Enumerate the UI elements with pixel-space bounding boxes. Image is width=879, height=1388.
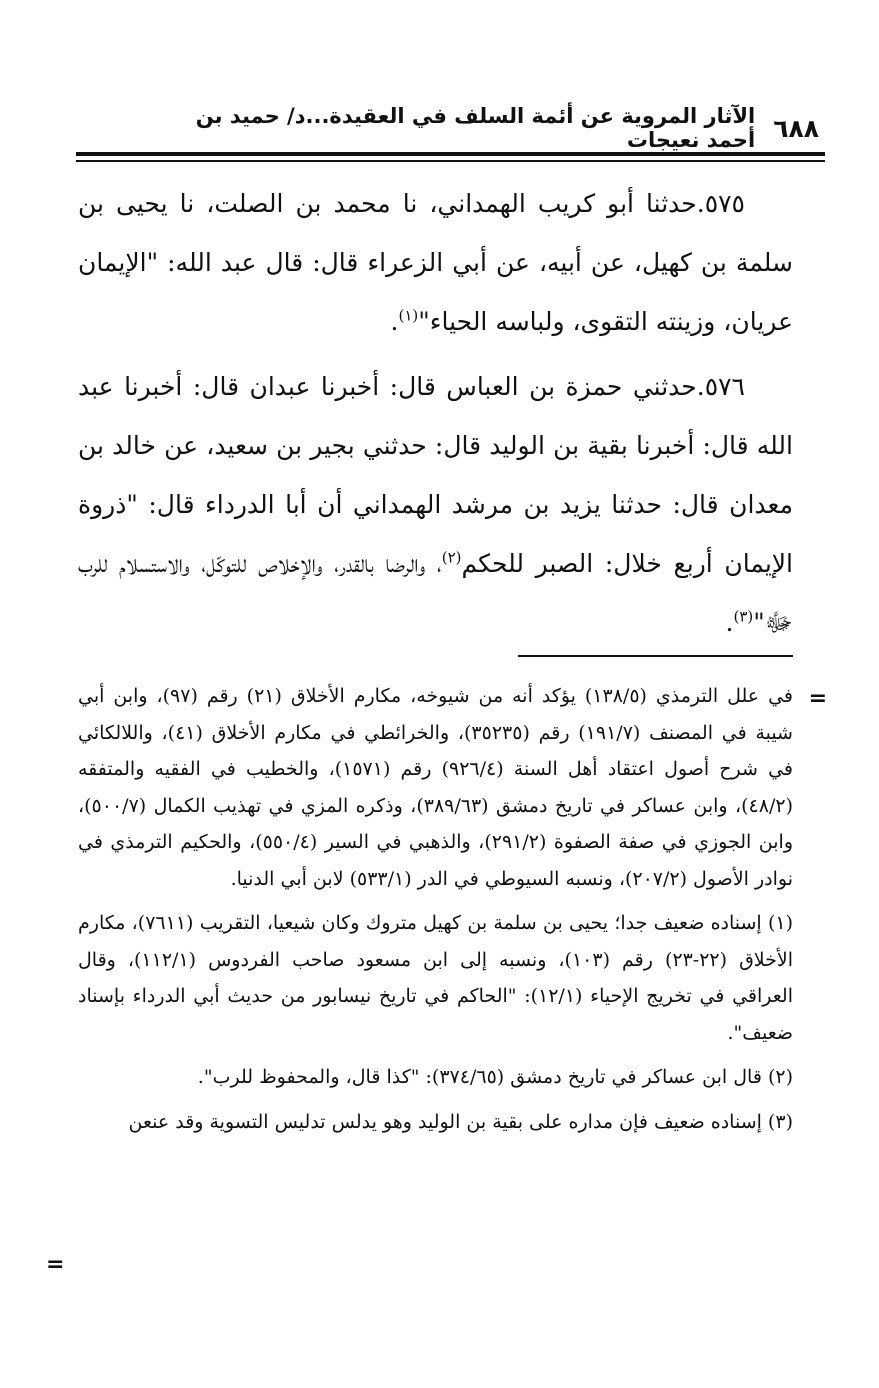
footnote-reference[interactable]: (٣) xyxy=(733,607,754,626)
narration-575 xyxy=(78,174,793,351)
narration-576 xyxy=(78,357,793,652)
narration-text: ٥٧٥.حدثنا أبو كريب الهمداني، نا محمد بن الصلت، نا يحيى بن سلمة بن كهيل، عن أبيه، عن أبي الزعراء قال: قال عبد الله: "الإيمان عريان، وزينته التقوى، ولباسه الحياء" xyxy=(78,189,793,336)
footnote-2: (٢) قال ابن عساكر في تاريخ دمشق (٣٧٤/٦٥): "كذا قال، والمحفوظ للرب". xyxy=(197,1066,793,1088)
narration-end: . xyxy=(390,307,399,336)
narration-text-continued: ، والرضا بالقدر، والإخلاص للتوكّل، والاستسلام للرب ﷻ" xyxy=(78,549,793,637)
footnote-reference[interactable]: (٢) xyxy=(441,548,462,567)
footnote-separator xyxy=(518,655,793,657)
page-number: ٦٨٨ xyxy=(773,113,819,143)
running-title: الآثار المروية عن أئمة السلف في العقيدة...د/ حميد بن أحمد نعيجات xyxy=(195,104,756,152)
footnote-reference[interactable]: (١) xyxy=(398,306,419,325)
footnote-1: (١) إسناده ضعيف جدا؛ يحيى بن سلمة بن كهيل متروك وكان شيعيا، التقريب (٧٦١١)، مكارم الأخلاق (٢٢-٢٣) رقم (١٠٣)، ونسبه إلى ابن مسعود صاحب الفردوس (١١٢/١)، وقال العراقي في تخريج الإحياء (١٢/١): "الحاكم في تاريخ نيسابور من حديث أبي الدرداء بإسناد ضعيف". xyxy=(78,912,794,1044)
header-rule-thick xyxy=(76,152,825,156)
main-text xyxy=(78,174,793,658)
footnote-continued: في علل الترمذي (١٣٨/٥) يؤكد أنه من شيوخه، مكارم الأخلاق (٢١) رقم (٩٧)، وابن أبي شيبة في المصنف (١٩١/٧) رقم (٣٥٢٣٥)، والخرائطي في مكارم الأخلاق (٤١)، واللالكائي في شرح أصول اعتقاد أهل السنة (٩٢٦/٤) رقم (١٥٧١)، والخطيب في الفقيه والمتفقه (٤٨/٢)، وابن عساكر في تاريخ دمشق (٣٨٩/٦٣)، وذكره المزي في تهذيب الكمال (٥٠٠/٧)، وابن الجوزي في صفة الصفوة (٢٩١/٢)، والذهبي في السير (٥٥٠/٤)، والحكيم الترمذي في نوادر الأصول (٢٠٧/٢)، ونسبه السيوطي في الدر (٥٣٣/١) لابن أبي الدنيا. xyxy=(78,685,794,890)
header-rule-thin xyxy=(76,160,825,162)
footnote-3: (٣) إسناده ضعيف فإن مداره على بقية بن الوليد وهو يدلس تدليس التسوية وقد عنعن xyxy=(128,1110,793,1133)
narration-end: . xyxy=(725,608,734,637)
narration-text: ٥٧٦.حدثني حمزة بن العباس قال: أخبرنا عبدان قال: أخبرنا عبد الله قال: أخبرنا بقية بن الوليد قال: حدثني بجير بن سعيد، عن خالد بن معدان قال: حدثنا يزيد بن مرشد الهمداني أن أبا الدرداء قال: "ذروة الإيمان أربع خلال: الصبر للحكم xyxy=(78,372,793,578)
footnotes xyxy=(78,678,793,1148)
running-header xyxy=(150,104,819,152)
continuation-marker: = xyxy=(46,1252,65,1277)
continuation-marker: = xyxy=(808,686,827,711)
